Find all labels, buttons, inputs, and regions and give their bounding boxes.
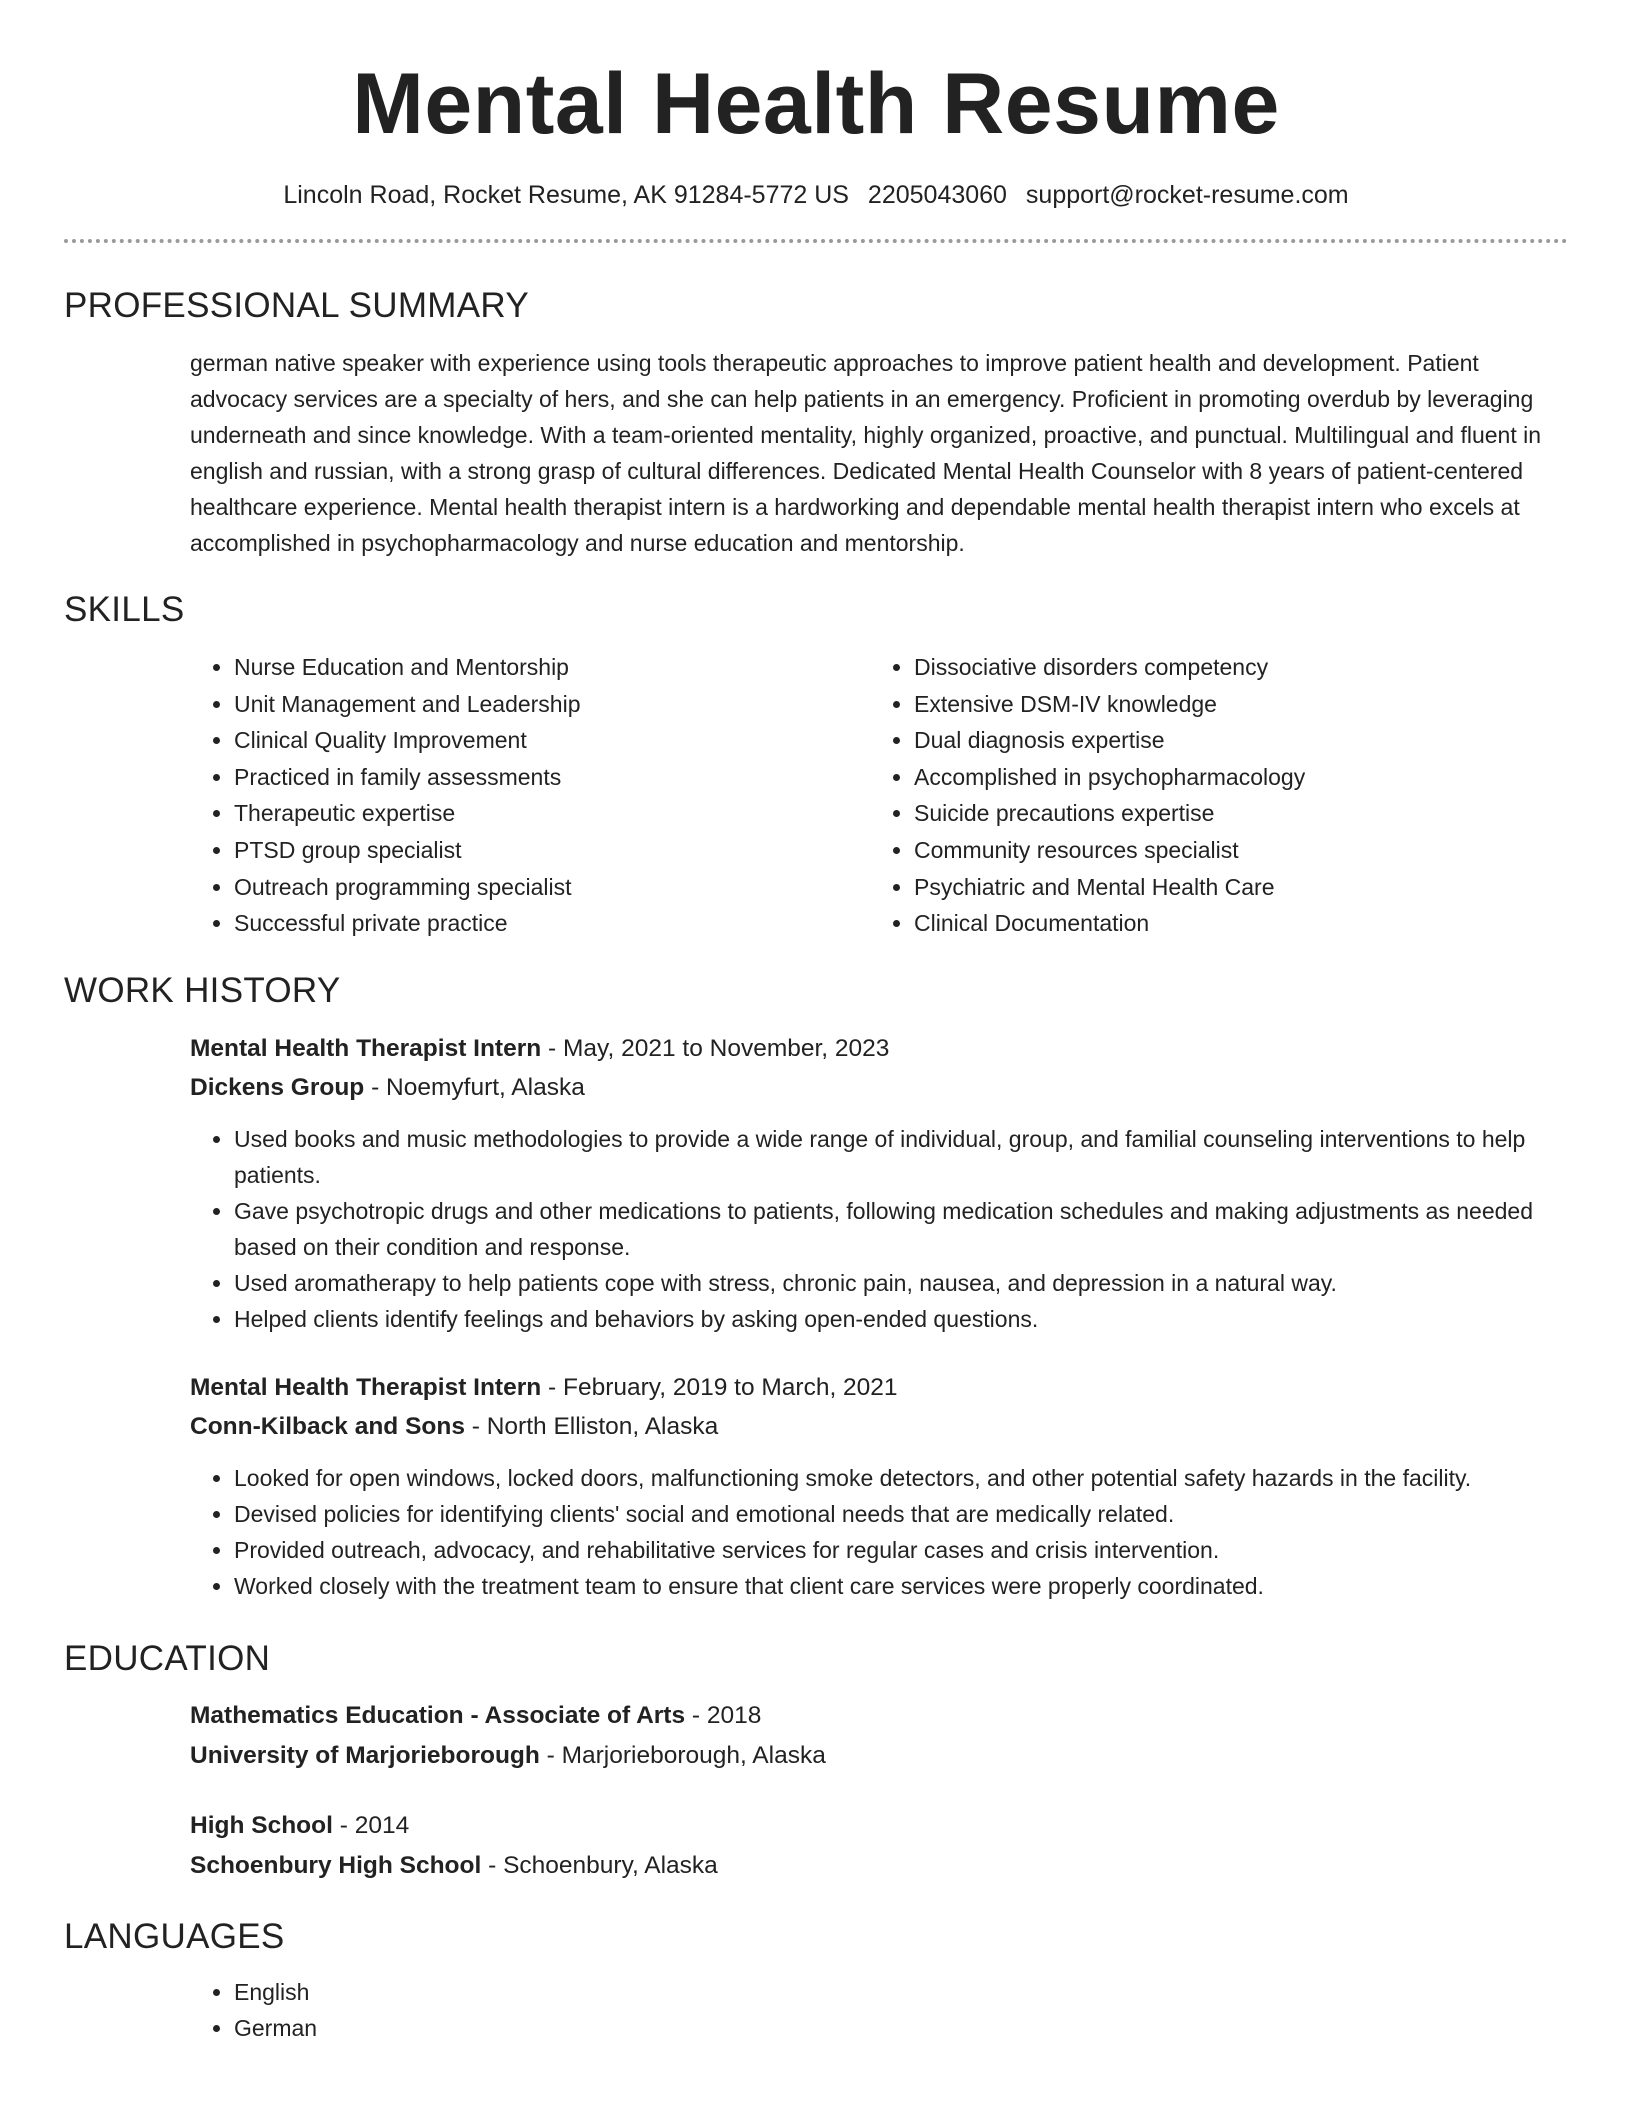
job-company: Conn-Kilback and Sons <box>190 1413 465 1441</box>
job-title-row <box>190 1029 1568 1069</box>
job-entry <box>190 1029 1568 1337</box>
skills-list <box>190 649 1568 942</box>
skills-column-right <box>870 649 1305 942</box>
resume-name: Mental Health Resume <box>352 56 1280 152</box>
skill-item: • Unit Management and Leadership <box>234 686 870 723</box>
job-duties <box>190 1121 1568 1337</box>
skill-item: • Clinical Quality Improvement <box>234 722 870 759</box>
job-duty: • Helped clients identify feelings and behaviors by asking open-ended questions. <box>234 1301 1568 1337</box>
skill-item: • Therapeutic expertise <box>234 795 870 832</box>
skill-item: • Community resources specialist <box>914 832 1305 869</box>
header-divider <box>64 239 1568 243</box>
languages-list <box>190 1974 1568 2046</box>
skill-item: • Dissociative disorders competency <box>914 649 1305 686</box>
degree-row <box>190 1806 1568 1846</box>
job-duty: • Used books and music methodologies to provide a wide range of individual, group, and familial counseling interventions to help patients. <box>234 1121 1568 1193</box>
job-company-row <box>190 1068 1568 1108</box>
job-dates: - February, 2019 to March, 2021 <box>541 1373 898 1401</box>
skill-item: • Nurse Education and Mentorship <box>234 649 870 686</box>
skill-item: • Clinical Documentation <box>914 905 1305 942</box>
skill-item: • Accomplished in psychopharmacology <box>914 759 1305 796</box>
skill-item: • Practiced in family assessments <box>234 759 870 796</box>
job-entry <box>190 1368 1568 1604</box>
skills-heading: SKILLS <box>64 590 185 629</box>
language-item: • German <box>234 2010 1568 2046</box>
school-name: University of Marjorieborough <box>190 1741 540 1769</box>
job-title-row <box>190 1368 1568 1408</box>
resume-page <box>64 0 1568 2046</box>
job-location: - Noemyfurt, Alaska <box>364 1074 585 1102</box>
degree: Mathematics Education - Associate of Arts <box>190 1701 686 1729</box>
job-dates: - May, 2021 to November, 2023 <box>541 1034 890 1062</box>
education-entry <box>190 1806 1568 1886</box>
school-name: Schoenbury High School <box>190 1851 482 1879</box>
job-location: - North Elliston, Alaska <box>464 1413 719 1441</box>
job-position: Mental Health Therapist Intern <box>190 1373 542 1401</box>
summary-heading: PROFESSIONAL SUMMARY <box>64 286 529 325</box>
language-item: • English <box>234 1974 1568 2010</box>
email: support@rocket-resume.com <box>1025 181 1349 209</box>
summary-text: german native speaker with experience using tools therapeutic approaches to improve patient health and development. Patient advocacy services are a specialty of hers, and she can help patients in an emergency. Proficient in promoting overdub by leveraging underneath and since knowledge. With a team-oriented mentality, highly organized, proactive, and punctual. Multilingual and fluent in english and russian, with a strong grasp of cultural differences. Dedicated Mental Health Counselor with 8 years of patient-centered healthcare experience. Mental health therapist intern is a hardworking and dependable mental health therapist intern who excels at accomplished in psychopharmacology and nurse education and mentorship. <box>190 350 1542 556</box>
skills-column-left <box>190 649 870 942</box>
job-duty: • Devised policies for identifying clients' social and emotional needs that are medically related. <box>234 1496 1568 1532</box>
school-row <box>190 1736 1568 1776</box>
graduation-year: - 2018 <box>685 1701 762 1729</box>
skill-item: • PTSD group specialist <box>234 832 870 869</box>
job-position: Mental Health Therapist Intern <box>190 1034 542 1062</box>
graduation-year: - 2014 <box>332 1811 410 1839</box>
job-company-row <box>190 1407 1568 1447</box>
phone: 2205043060 <box>867 181 1007 209</box>
job-duty: • Worked closely with the treatment team to ensure that client care services were properly coordinated. <box>234 1568 1568 1604</box>
job-company: Dickens Group <box>190 1074 365 1102</box>
school-location: - Marjorieborough, Alaska <box>539 1741 826 1769</box>
skill-item: • Outreach programming specialist <box>234 869 870 906</box>
skill-item: • Suicide precautions expertise <box>914 795 1305 832</box>
degree: High School <box>190 1811 333 1839</box>
work-history-heading: WORK HISTORY <box>64 970 341 1010</box>
contact-line <box>64 179 1568 211</box>
skill-item: • Psychiatric and Mental Health Care <box>914 869 1305 906</box>
job-duty: • Provided outreach, advocacy, and rehabilitative services for regular cases and crisis intervention. <box>234 1532 1568 1568</box>
degree-row <box>190 1696 1568 1736</box>
job-duty: • Used aromatherapy to help patients cope with stress, chronic pain, nausea, and depression in a natural way. <box>234 1265 1568 1301</box>
address: Lincoln Road, Rocket Resume, AK 91284-5772 US <box>283 181 849 209</box>
job-duty: • Gave psychotropic drugs and other medications to patients, following medication schedules and making adjustments as needed based on their condition and response. <box>234 1193 1568 1265</box>
skill-item: • Successful private practice <box>234 905 870 942</box>
education-heading: EDUCATION <box>64 1638 271 1678</box>
skill-item: • Dual diagnosis expertise <box>914 722 1305 759</box>
skill-item: • Extensive DSM-IV knowledge <box>914 686 1305 723</box>
languages-heading: LANGUAGES <box>64 1916 285 1956</box>
job-duties <box>190 1460 1568 1604</box>
education-entry <box>190 1696 1568 1776</box>
job-duty: • Looked for open windows, locked doors, malfunctioning smoke detectors, and other potential safety hazards in the facility. <box>234 1460 1568 1496</box>
school-row <box>190 1846 1568 1886</box>
school-location: - Schoenbury, Alaska <box>481 1851 718 1879</box>
